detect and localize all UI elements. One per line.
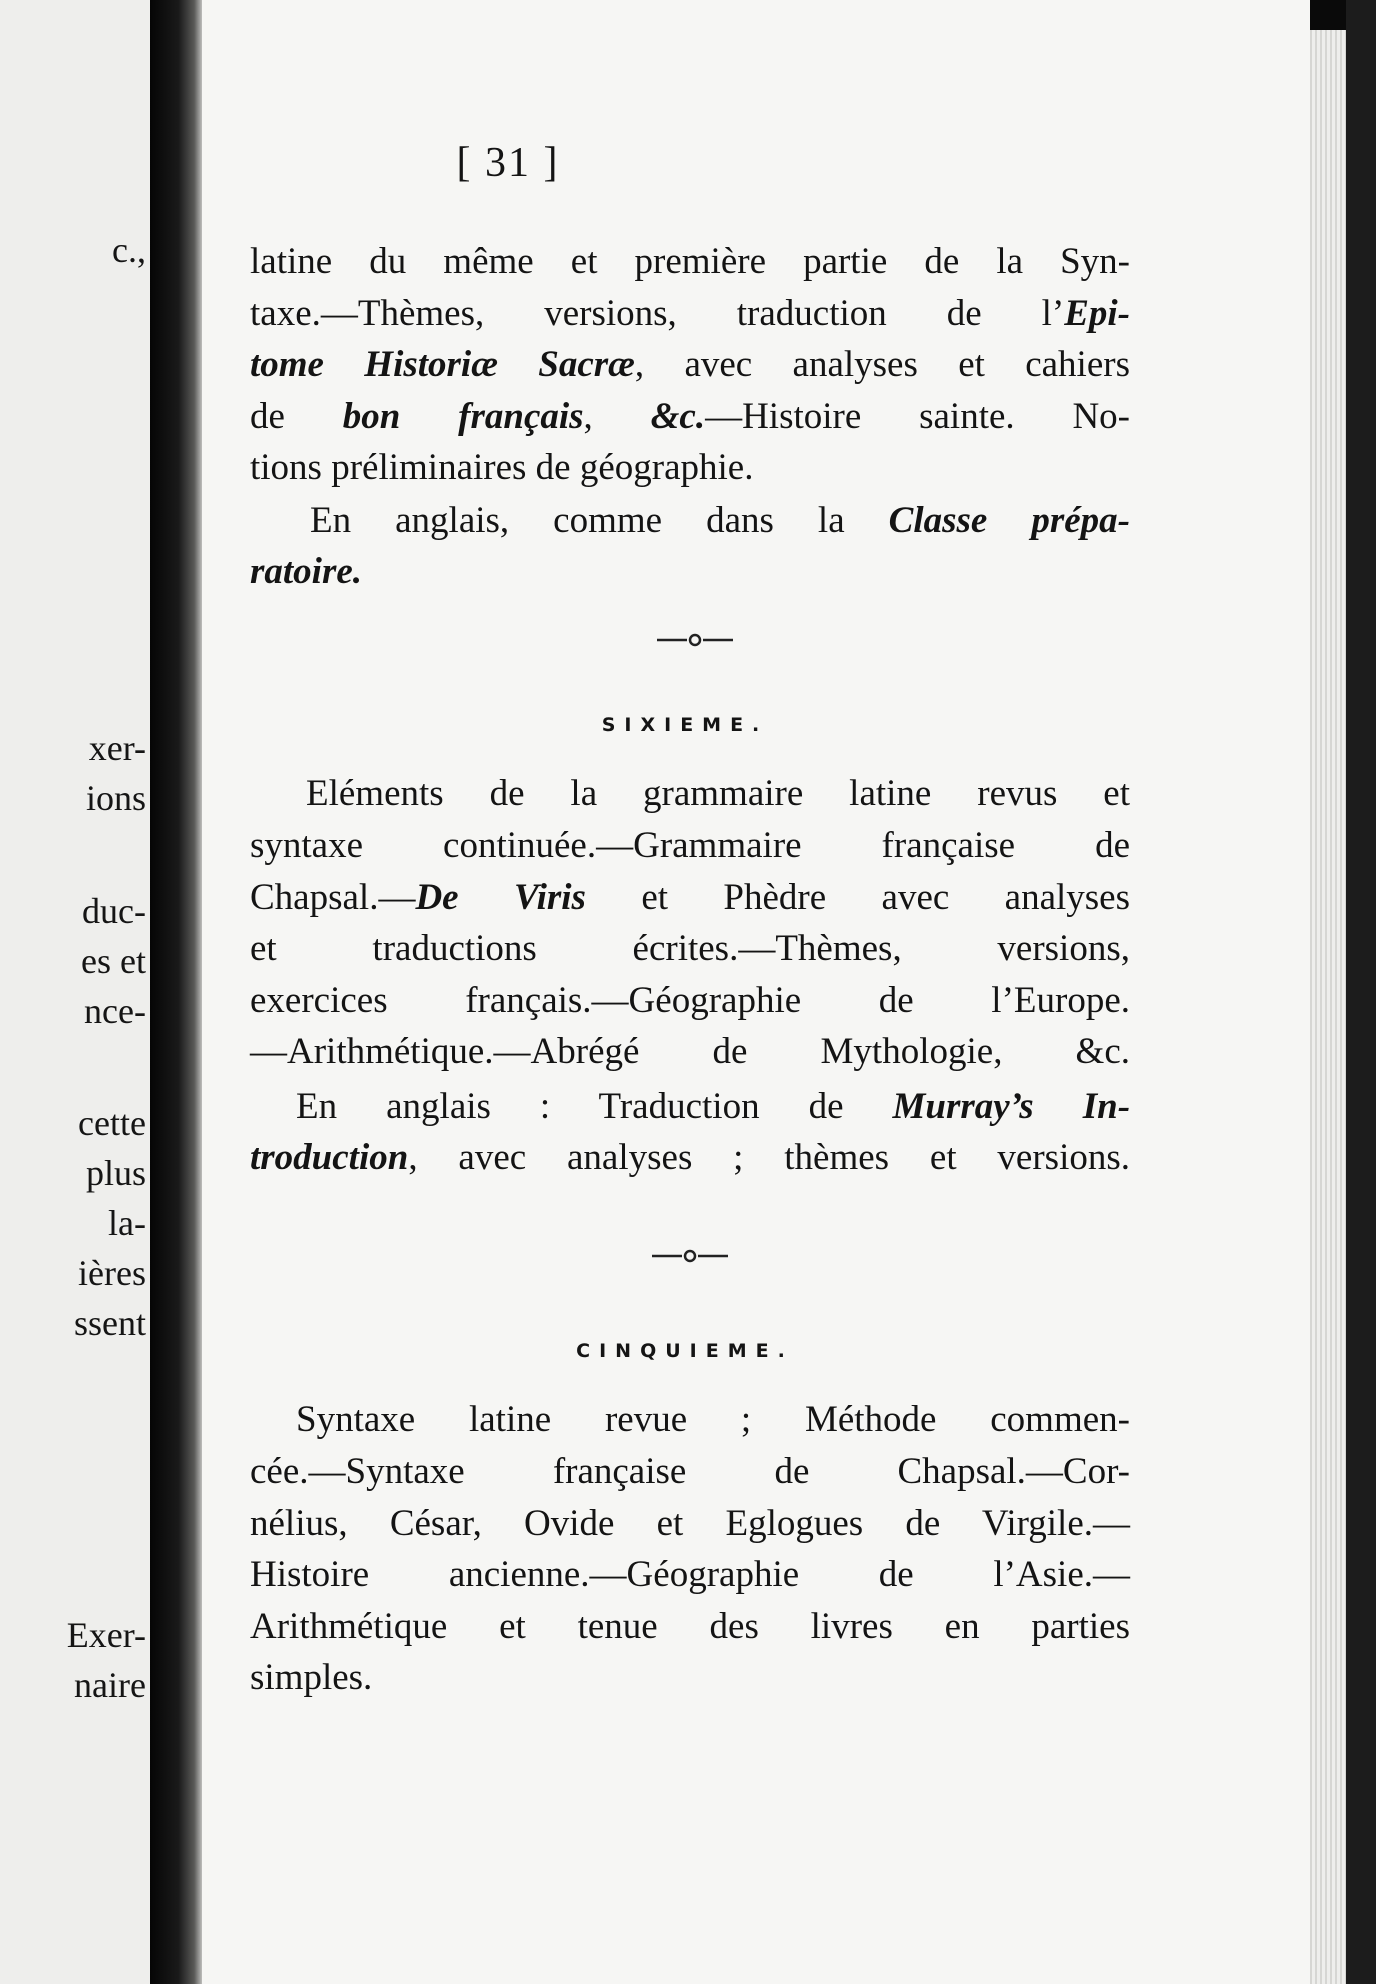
facing-page-text-fragment: es et — [81, 941, 146, 981]
facing-page-text-fragment: duc- — [82, 891, 146, 931]
facing-page-text-fragment: Exer- — [66, 1615, 146, 1655]
text-line: tome Historiæ Sacræ, avec analyses et cahiers — [250, 344, 1130, 385]
background-edge — [1346, 0, 1376, 1984]
facing-page-text-fragment: xer- — [88, 728, 146, 768]
paragraph-4 — [250, 1081, 1130, 1133]
text-line: cée.—Syntaxe française de Chapsal.—Cor- — [250, 1451, 1130, 1492]
text-line: latine du même et première partie de la Syn- — [250, 241, 1130, 282]
paragraph-3-cont — [250, 820, 1130, 1078]
ornament-divider — [650, 1248, 730, 1264]
page-number: [ 31 ] — [456, 140, 560, 186]
text-line: exercices français.—Géographie de l’Europe. — [250, 979, 1130, 1021]
facing-page-text-fragment: naire — [74, 1665, 146, 1705]
paragraph-5 — [250, 1394, 1130, 1446]
text-line: troduction, avec analyses ; thèmes et versions. — [250, 1137, 1130, 1178]
text-line: simples. — [250, 1657, 373, 1698]
text-line: Syntaxe latine revue ; Méthode commen- — [296, 1399, 1130, 1440]
facing-page-text-fragment: c., — [112, 230, 146, 270]
text-line: Eléments de la grammaire latine revus et — [306, 773, 1130, 814]
text-line: Chapsal.—De Viris et Phèdre avec analyses — [250, 876, 1131, 918]
page-edges — [1310, 30, 1346, 1984]
paragraph-5-cont — [250, 1446, 1130, 1704]
facing-page-text-fragment: ions — [85, 778, 146, 818]
facing-page-text-fragment: plus — [85, 1153, 146, 1193]
paragraph-2-cont — [250, 546, 1130, 598]
heading-sixieme: SIXIEME. — [601, 714, 769, 736]
text-line: nélius, César, Ovide et Eglogues de Virgile.— — [250, 1502, 1130, 1544]
facing-page-text-fragment: ières — [78, 1253, 146, 1293]
text-line: Histoire ancienne.—Géographie de l’Asie.— — [250, 1554, 1130, 1595]
paragraph-3 — [250, 768, 1130, 820]
paragraph-4-cont — [250, 1132, 1130, 1184]
text-line: de bon français, &c.—Histoire sainte. No- — [250, 395, 1131, 437]
text-line: ratoire. — [250, 551, 363, 592]
facing-page-text-fragment: nce- — [84, 991, 146, 1031]
paragraph-1 — [250, 236, 1130, 494]
text-line: Arithmétique et tenue des livres en parties — [250, 1605, 1130, 1647]
ornament-divider — [655, 632, 735, 648]
text-line: et traductions écrites.—Thèmes, versions, — [250, 928, 1130, 969]
facing-page-text-fragment: ssent — [74, 1303, 146, 1343]
facing-page-text-fragment: la- — [108, 1203, 146, 1243]
facing-page — [0, 0, 150, 1984]
text-line: tions préliminaires de géographie. — [250, 447, 754, 488]
text-line: En anglais, comme dans la Classe prépa- — [310, 500, 1130, 541]
text-line: syntaxe continuée.—Grammaire française de — [250, 825, 1130, 866]
text-line: En anglais : Traduction de Murray’s In- — [296, 1086, 1131, 1127]
facing-page-text-fragment: cette — [78, 1103, 146, 1143]
paragraph-2 — [250, 495, 1130, 547]
text-line: taxe.—Thèmes, versions, traduction de l’Epi- — [250, 292, 1130, 334]
heading-cinquieme: CINQUIEME. — [576, 1340, 794, 1362]
book-gutter — [150, 0, 202, 1984]
text-line: —Arithmétique.—Abrégé de Mythologie, &c. — [250, 1031, 1130, 1072]
